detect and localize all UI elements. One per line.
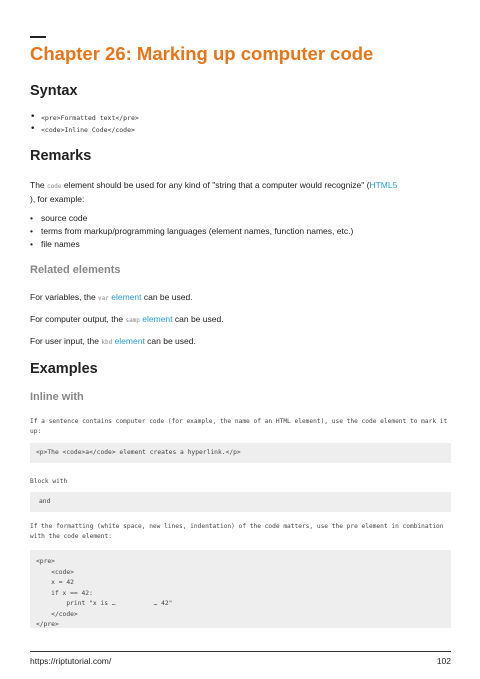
page-number: 102 [436, 656, 451, 666]
related-text: can be used. [141, 292, 193, 302]
examples-heading: Examples [30, 361, 98, 377]
list-item: • source code [30, 212, 353, 225]
related-heading: Related elements [30, 264, 121, 276]
element-link[interactable]: element [114, 336, 145, 346]
element-link[interactable]: element [142, 314, 173, 324]
code-line: </code> [36, 610, 78, 618]
code-line: </pre> [36, 621, 59, 628]
related-line [30, 291, 455, 305]
example-paragraph: If a sentence contains computer code (for example, the name of an HTML element), use the code element to mark it up: [30, 418, 448, 435]
syntax-item: • <pre>Formatted text</pre> [30, 112, 139, 124]
syntax-list [30, 112, 139, 136]
footer-url[interactable]: https://riptutorial.com/ [30, 656, 112, 666]
example-paragraph: If the formatting (white space, new lines, indentation) of the code matters, use the pre element in combination with the code element: [30, 523, 444, 540]
code-line: <code> [36, 568, 74, 576]
code-block [30, 492, 451, 512]
code-line: and [39, 498, 51, 505]
code-term: kbd [101, 339, 113, 346]
related-text: can be used. [144, 336, 196, 346]
related-text: For computer output, the [30, 314, 126, 324]
html5-link[interactable]: HTML5 [369, 180, 398, 190]
code-term: code [47, 183, 62, 190]
remarks-heading: Remarks [30, 148, 92, 164]
code-line: <p>The <code>a</code> element creates a hyperlink.</p> [36, 449, 241, 456]
chapter-title: Chapter 26: Marking up computer code [30, 43, 374, 64]
top-rule [30, 36, 46, 38]
code-line: x = 42 [36, 579, 74, 586]
code-block [30, 443, 451, 463]
related-line [30, 335, 455, 349]
remarks-bullets [30, 212, 353, 251]
remarks-intro-text: element should be used for any kind of "string that a computer would recognize" ( [61, 180, 370, 190]
syntax-item: • <code>Inline Code</code> [30, 124, 139, 136]
remarks-intro-text: The [30, 180, 48, 190]
related-text: For user input, the [30, 336, 102, 346]
code-term: samp [125, 317, 140, 324]
footer-rule [30, 651, 451, 652]
code-block [30, 550, 451, 628]
element-link[interactable]: element [111, 292, 142, 302]
code-line: if x == 42: [36, 589, 93, 597]
syntax-heading: Syntax [30, 83, 78, 99]
code-term: var [98, 295, 109, 302]
remarks-intro-text: ), for example: [30, 194, 85, 204]
code-line: print "x is … … 42" [36, 600, 173, 607]
related-text: For variables, the [30, 292, 99, 302]
list-item: • terms from markup/programming languages (element names, function names, etc.) [30, 225, 353, 238]
block-with-label: Block with [30, 478, 68, 485]
related-text: can be used. [172, 314, 224, 324]
code-line: <pre> [36, 558, 55, 565]
related-line [30, 313, 455, 327]
list-item: • file names [30, 238, 353, 251]
inline-with-heading: Inline with [30, 391, 84, 403]
remarks-intro [30, 179, 455, 205]
